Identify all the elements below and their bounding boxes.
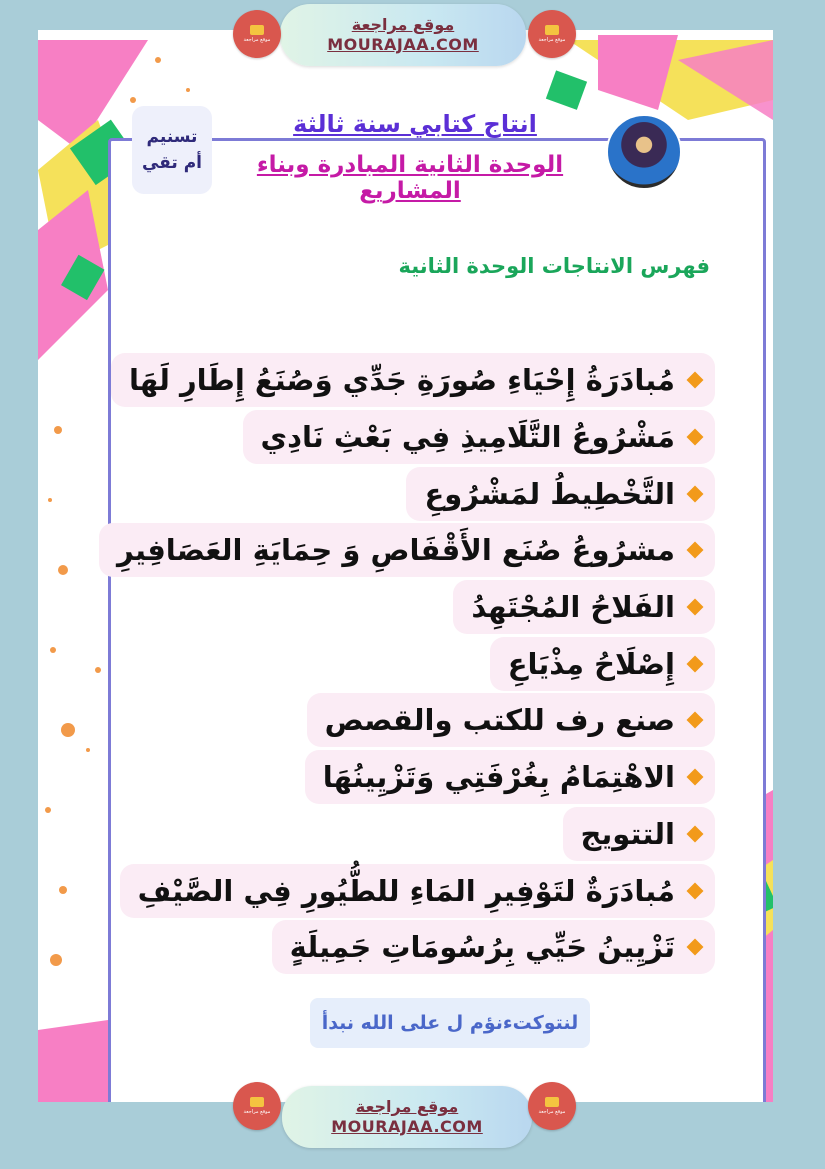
list-item: مشرُوعُ صُنَع الأَقْفَاصِ وَ حِمَايَةِ العَصَافِيرِ — [115, 522, 715, 579]
diamond-bullet-icon — [687, 542, 704, 559]
footer-note — [310, 998, 590, 1048]
author-badge — [132, 106, 212, 194]
list-item: مُبادَرَةٌ لتَوْفِيرِ المَاءِ للطُّيُورِ فِي الصَّيْفِ — [115, 862, 715, 919]
diamond-bullet-icon — [687, 769, 704, 786]
diamond-bullet-icon — [687, 939, 704, 956]
diamond-bullet-icon — [687, 655, 704, 672]
list-item: صنع رف للكتب والقصص — [115, 692, 715, 749]
list-item: الفَلاحُ المُجْتَهِدُ — [115, 579, 715, 636]
site-banner-latin: MOURAJAA.COM — [327, 35, 479, 54]
list-item: مَشْرُوعُ التَّلَامِيذِ فِي بَعْثِ نَادِي — [115, 409, 715, 466]
site-logo-icon: موقع مراجعة — [528, 10, 576, 58]
site-banner-latin: MOURAJAA.COM — [331, 1117, 483, 1136]
site-logo-icon: موقع مراجعة — [528, 1082, 576, 1130]
list-item: الاهْتِمَامُ بِغُرْفَتِي وَتَزْيِينُهَا — [115, 749, 715, 806]
page-title: انتاج كتابي سنة ثالثة — [293, 110, 537, 138]
diamond-bullet-icon — [687, 599, 704, 616]
footer-text: لنتوكتءنؤم ل على الله نبدأ — [321, 1012, 579, 1034]
diamond-bullet-icon — [687, 372, 704, 389]
list-item: مُبادَرَةُ إِحْيَاءِ صُورَةِ جَدِّي وَصُنَعُ إِطَارِ لَهَا — [115, 352, 715, 409]
site-banner-arabic: موقع مراجعة — [355, 1097, 459, 1116]
page-subtitle: الوحدة الثانية المبادرة وبناء المشاريع — [256, 152, 564, 204]
diamond-bullet-icon — [687, 712, 704, 729]
author-line-2: أم تقي — [141, 153, 203, 173]
diamond-bullet-icon — [687, 429, 704, 446]
diamond-bullet-icon — [687, 825, 704, 842]
index-list — [115, 352, 715, 976]
list-item: التَّخْطِيطُ لمَشْرُوعِ — [115, 465, 715, 522]
list-item: تَزْيِينُ حَيِّي بِرُسُومَاتِ جَمِيلَةٍ — [115, 919, 715, 976]
avatar-image — [606, 114, 682, 190]
site-banner-top[interactable] — [280, 4, 526, 66]
diamond-bullet-icon — [687, 485, 704, 502]
site-banner-arabic: موقع مراجعة — [351, 15, 455, 34]
list-item: التتويج — [115, 806, 715, 863]
list-item: إِصْلَاحُ مِذْيَاعِ — [115, 635, 715, 692]
site-logo-icon: موقع مراجعة — [233, 1082, 281, 1130]
index-heading: فهرس الانتاجات الوحدة الثانية — [398, 254, 710, 278]
diamond-bullet-icon — [687, 882, 704, 899]
site-logo-icon: موقع مراجعة — [233, 10, 281, 58]
site-banner-bottom[interactable] — [282, 1086, 532, 1148]
author-line-1: تسنيم — [146, 127, 198, 147]
